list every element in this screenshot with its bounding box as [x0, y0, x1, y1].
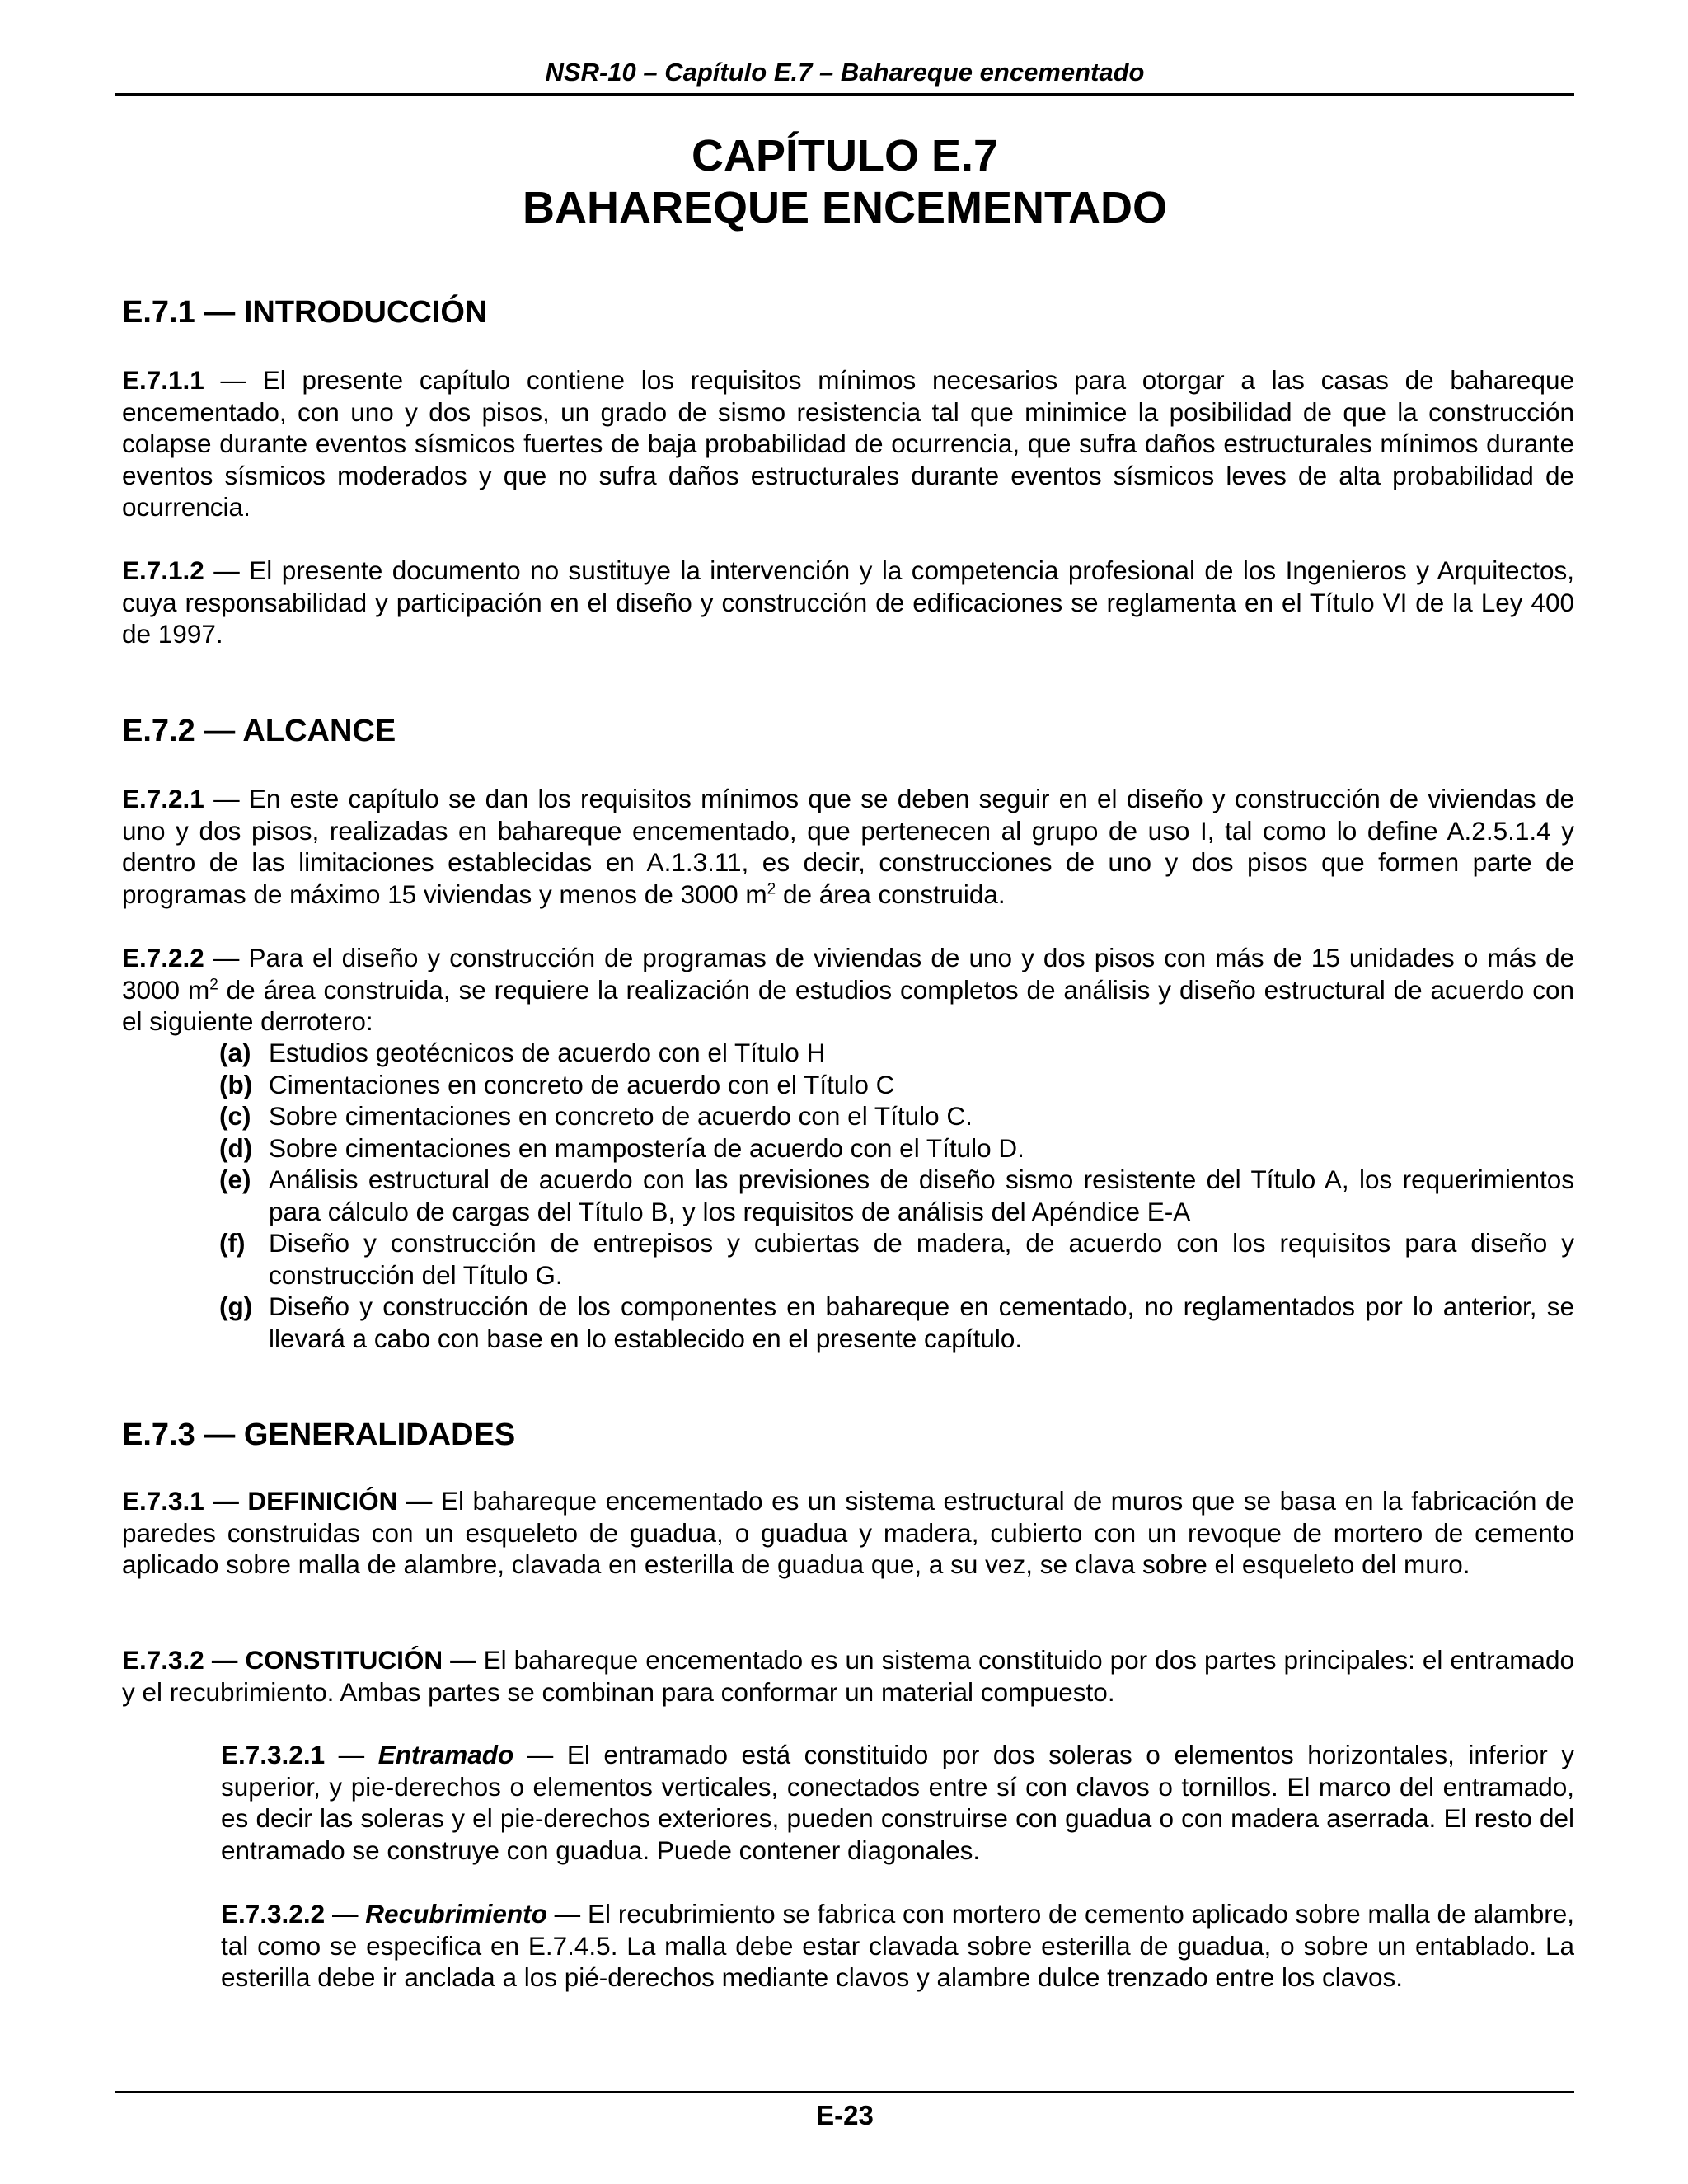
paragraph-text: — El recubrimiento se fabrica con mortero de cemento aplicado sobre malla de alambre, tal como se especifica en E.7.4.5. La malla debe estar clavada sobre esterilla de guadua, o sobre un entablado. La esterilla debe ir anclada a los pié-derechos mediante clavos y alambre dulce trenzado entre los clavos. — [221, 1899, 1574, 1992]
list-item — [219, 1037, 1574, 1069]
paragraph-id: E.7.1.2 — [122, 555, 204, 585]
paragraph-id: E.7.3.1 — DEFINICIÓN — — [122, 1486, 433, 1516]
chapter-title — [115, 130, 1574, 234]
paragraph-e731 — [122, 1485, 1574, 1581]
paragraph-text: de área construida, se requiere la realización de estudios completos de análisis y diseño estructural de acuerdo con el siguiente derrotero: — [122, 974, 1574, 1036]
paragraph-term: Recubrimiento — [365, 1899, 547, 1929]
chapter-name: BAHAREQUE ENCEMENTADO — [522, 183, 1168, 232]
list-item-text: Diseño y construcción de los componentes en bahareque en cementado, no reglamentados por lo anterior, se llevará a cabo con base en lo establecido en el presente capítulo. — [269, 1291, 1574, 1353]
paragraph-text: — En este capítulo se dan los requisitos mínimos que se deben seguir en el diseño y construcción de viviendas de uno y dos pisos, realizadas en bahareque encementado, que pertenecen al grupo de uso I, tal como lo define A.2.5.1.4 y dentro de las limitaciones establecidas en A.1.3.11, es decir, construcciones de uno y dos pisos que formen parte de programas de máximo 15 viviendas y menos de 3000 m — [122, 784, 1574, 909]
paragraph-e7321 — [221, 1739, 1574, 1866]
paragraph-id: E.7.2.2 — [122, 943, 204, 972]
footer-rule — [115, 2091, 1574, 2093]
list-item-label: (f) — [219, 1228, 246, 1258]
paragraph-id: E.7.3.2.1 — [221, 1740, 326, 1769]
chapter-number: CAPÍTULO E.7 — [691, 131, 999, 180]
list-item-text: Análisis estructural de acuerdo con las previsiones de diseño sismo resistente del Título A, los requerimientos para cálculo de cargas del Título B, y los requisitos de análisis del Apéndice E-A — [269, 1165, 1574, 1226]
list-item-label: (a) — [219, 1038, 251, 1067]
section-heading-alcance: E.7.2 — ALCANCE — [122, 714, 396, 748]
paragraph-id: E.7.1.1 — [122, 365, 204, 395]
list-item-label: (e) — [219, 1165, 251, 1194]
superscript: 2 — [209, 976, 218, 993]
paragraph-id: E.7.2.1 — [122, 784, 204, 813]
page-number: E-23 — [816, 2100, 874, 2130]
list-item-label: (g) — [219, 1291, 253, 1321]
paragraph-text: — El presente documento no sustituye la intervención y la competencia profesional de los Ingenieros y Arquitectos, cuya responsabilidad y participación en el diseño y construcción de edificaciones se reglamenta en el Título VI de la Ley 400 de 1997. — [122, 555, 1574, 649]
paragraph-text: — El presente capítulo contiene los requisitos mínimos necesarios para otorgar a las casas de bahareque encementado, con uno y dos pisos, un grado de sismo resistencia tal que minimice la posibilidad de que la construcción colapse durante eventos sísmicos fuertes de baja probabilidad de ocurrencia, que sufra daños estructurales mínimos durante eventos sísmicos moderados y que no sufra daños estructurales durante eventos sísmicos leves de alta probabilidad de ocurrencia. — [122, 365, 1574, 522]
paragraph-dash: — — [325, 1740, 378, 1769]
paragraph-e722 — [122, 942, 1574, 1038]
paragraph-dash: — — [325, 1899, 366, 1929]
paragraph-id: E.7.3.2.2 — [221, 1899, 326, 1929]
paragraph-e721 — [122, 783, 1574, 910]
list-item-text: Diseño y construcción de entrepisos y cubiertas de madera, de acuerdo con los requisitos para diseño y construcción del Título G. — [269, 1228, 1574, 1290]
paragraph-text: El bahareque encementado es un sistema constituido por dos partes principales: el entramado y el recubrimiento. Ambas partes se combinan para conformar un material compuesto. — [122, 1645, 1574, 1707]
paragraph-text: — El entramado está constituido por dos soleras o elementos horizontales, inferior y superior, y pie-derechos o elementos verticales, conectados entre sí con clavos o tornillos. El marco del entramado, es decir las soleras y el pie-derechos exteriores, pueden construirse con guadua o con madera aserrada. El resto del entramado se construye con guadua. Puede contener diagonales. — [221, 1740, 1574, 1865]
header-rule — [115, 93, 1574, 96]
list-item-text: Sobre cimentaciones en mampostería de acuerdo con el Título D. — [269, 1132, 1025, 1163]
list-item-label: (c) — [219, 1101, 251, 1131]
list-item — [219, 1291, 1574, 1354]
paragraph-e732 — [122, 1644, 1574, 1708]
list-item-text: Estudios geotécnicos de acuerdo con el Título H — [269, 1038, 826, 1067]
section-heading-introduccion: E.7.1 — INTRODUCCIÓN — [122, 295, 488, 330]
paragraph-text: El bahareque encementado es un sistema estructural de muros que se basa en la fabricación de paredes construidas con un esqueleto de guadua, o guadua y madera, cubierto con un revoque de mortero de cemento aplicado sobre malla de alambre, clavada en esterilla de guadua que, a su vez, se clava sobre el esqueleto del muro. — [122, 1486, 1574, 1579]
list-item — [219, 1227, 1574, 1291]
paragraph-e711 — [122, 364, 1574, 523]
paragraph-id: E.7.3.2 — CONSTITUCIÓN — — [122, 1645, 476, 1675]
section-heading-generalidades: E.7.3 — GENERALIDADES — [122, 1418, 516, 1452]
requirements-list — [219, 1037, 1574, 1354]
paragraph-text: — Para el diseño y construcción de programas de viviendas de uno y dos pisos con más de 15 unidades o más de 3000 m — [122, 943, 1574, 1005]
list-item-text: Cimentaciones en concreto de acuerdo con el Título C — [269, 1069, 895, 1099]
list-item — [219, 1100, 1574, 1132]
paragraph-term: Entramado — [377, 1740, 514, 1769]
list-item — [219, 1069, 1574, 1101]
superscript: 2 — [767, 880, 776, 898]
list-item-label: (b) — [219, 1069, 253, 1099]
paragraph-text: de área construida. — [776, 879, 1006, 909]
paragraph-e7322 — [221, 1898, 1574, 1994]
list-item-text: Sobre cimentaciones en concreto de acuerdo con el Título C. — [269, 1101, 973, 1131]
list-item — [219, 1132, 1574, 1165]
list-item — [219, 1164, 1574, 1227]
running-header: NSR-10 – Capítulo E.7 – Bahareque encementado — [545, 58, 1145, 87]
paragraph-e712 — [122, 555, 1574, 650]
list-item-label: (d) — [219, 1132, 253, 1163]
